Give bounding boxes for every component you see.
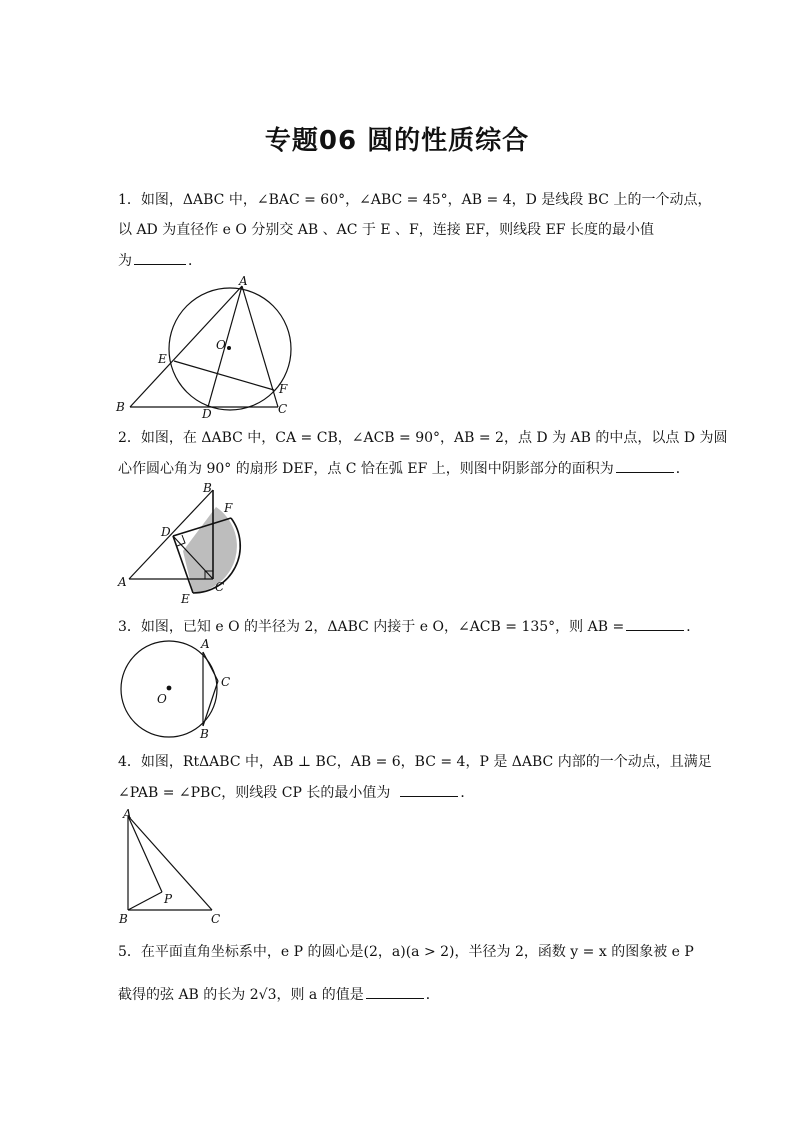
q3-answer-blank[interactable] — [626, 616, 684, 631]
q1-label-E: E — [158, 352, 167, 366]
q4-line2-end: ． — [460, 785, 475, 801]
q4-label-P: P — [164, 892, 173, 906]
q2-line2-end: ． — [675, 461, 690, 477]
q3-line1-text: 3．如图，已知 e O 的半径为 2，ΔABC 内接于 e O，∠ACB = 135°，则 AB = — [118, 619, 625, 635]
q1-line3-text: 为 — [118, 253, 132, 269]
q5-line2 — [118, 984, 440, 1005]
q2-label-E: E — [181, 592, 190, 606]
q5-line2-end: ． — [425, 987, 440, 1003]
q1-line3-end: ． — [188, 253, 202, 269]
q5-line1: 5．在平面直角坐标系中，e P 的圆心是(2，a)(a > 2)，半径为 2，函数 y = x 的图象被 e P — [118, 944, 694, 960]
q4-label-B: B — [119, 912, 128, 926]
q1-figure — [112, 275, 302, 420]
q1-label-O: O — [216, 338, 226, 352]
q3-line1-end: ． — [686, 619, 701, 635]
q4-line2 — [118, 782, 474, 803]
q4-line1: 4．如图，RtΔABC 中，AB ⊥ BC，AB = 6，BC = 4，P 是 ΔABC 内部的一个动点，且满足 — [118, 754, 712, 770]
page-title: 专题06 圆的性质综合 — [264, 126, 530, 156]
q3-line1 — [118, 616, 700, 637]
q3-label-C: C — [221, 675, 231, 689]
q2-label-C: C — [215, 580, 225, 594]
q2-figure — [115, 480, 245, 608]
q5-line2-text: 截得的弦 AB 的长为 2√3，则 a 的值是 — [118, 987, 364, 1003]
q1-label-B: B — [116, 400, 125, 414]
q2-label-A: A — [118, 575, 127, 589]
q1-line2: 以 AD 为直径作 e O 分别交 AB 、AC 于 E 、F，连接 EF，则线段 EF 长度的最小值 — [118, 222, 654, 238]
q3-label-A: A — [201, 637, 210, 651]
q2-line2-text: 心作圆心角为 90° 的扇形 DEF，点 C 恰在弧 EF 上，则图中阴影部分的面积为 — [118, 461, 614, 477]
q2-line1: 2．如图，在 ΔABC 中，CA = CB，∠ACB = 90°，AB = 2，点 D 为 AB 的中点，以点 D 为圆 — [118, 430, 728, 446]
q2-label-B: B — [203, 481, 212, 495]
q1-line1: 1．如图，ΔABC 中，∠BAC = 60°，∠ABC = 45°，AB = 4，D 是线段 BC 上的一个动点， — [118, 192, 712, 208]
q1-answer-blank[interactable] — [134, 250, 186, 265]
q1-line3 — [118, 250, 202, 271]
q5-answer-blank[interactable] — [366, 984, 424, 999]
q2-line2 — [118, 458, 690, 479]
q4-figure — [114, 806, 234, 928]
q3-label-O: O — [157, 692, 167, 706]
q4-label-C: C — [211, 912, 221, 926]
q2-label-F: F — [224, 501, 233, 515]
q4-line2-text: ∠PAB = ∠PBC，则线段 CP 长的最小值为 — [118, 785, 391, 801]
q3-figure — [114, 637, 244, 742]
q1-label-C: C — [278, 402, 288, 416]
q2-label-D: D — [161, 525, 171, 539]
q1-label-F: F — [279, 382, 288, 396]
q4-answer-blank[interactable] — [400, 782, 458, 797]
q2-answer-blank[interactable] — [616, 458, 674, 473]
q1-label-A: A — [239, 275, 248, 288]
q4-label-A: A — [123, 807, 132, 821]
q1-label-D: D — [202, 407, 212, 420]
q3-label-B: B — [200, 727, 209, 741]
